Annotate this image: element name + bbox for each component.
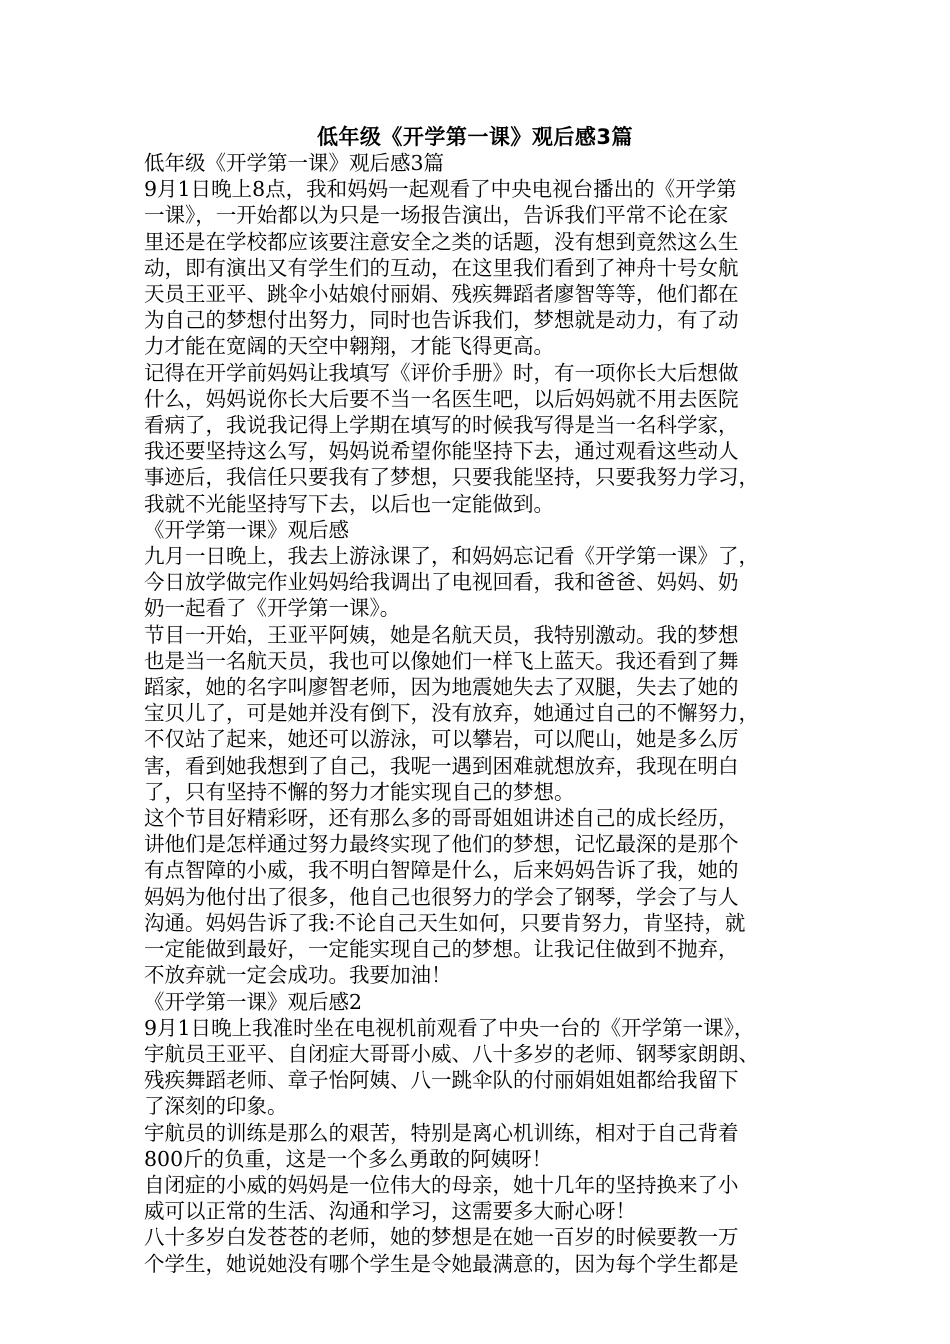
paragraph-5: 这个节目好精彩呀，还有那么多的哥哥姐姐讲述自己的成长经历， 讲他们是怎样通过努力最终实现了他们的梦想，记忆最深的是那个 有点智障的小威，我不明白智障是什么，后来妈妈告诉了我，她的 妈妈为他付出了很多，他自己也很努力的学会了钢琴，学会了与人 沟通。妈妈告诉了我:不论自己天生如何，只要肯努力，肯坚持，就 一定能做到最好，一定能实现自己的梦想。让我记住做到不抛弃， 不放弃就一定会成功。我要加油！ (144, 806, 746, 988)
paragraph-3: 九月一日晚上，我去上游泳课了，和妈妈忘记看《开学第一课》了， 今日放学做完作业妈妈给我调出了电视回看，我和爸爸、妈妈、奶 奶一起看了《开学第一课》。 (144, 544, 759, 621)
paragraph-2: 记得在开学前妈妈让我填写《评价手册》时，有一项你长大后想做 什么，妈妈说你长大后要不当一名医生吧，以后妈妈就不用去医院 看病了，我说我记得上学期在填写的时候我写得是当一名科学家， 我还要坚持这么写，妈妈说希望你能坚持下去，通过观看这些动人 事迹后，我信任只要我有了梦想，只要我能坚持，只要我努力学习， 我就不光能坚持写下去，以后也一定能做到。 (144, 360, 759, 516)
document-title: 低年级《开学第一课》观后感3篇 (316, 125, 634, 149)
paragraph-8: 自闭症的小威的妈妈是一位伟大的母亲，她十几年的坚持换来了小 威可以正常的生活、沟通和学习，这需要多大耐心呀！ (144, 1172, 739, 1224)
subtitle-heading: 低年级《开学第一课》观后感3篇 (144, 151, 445, 175)
section-heading-2: 《开学第一课》观后感2 (144, 989, 363, 1014)
document-body (144, 150, 824, 1277)
paragraph-6: 9月1日晚上我准时坐在电视机前观看了中央一台的《开学第一课》， 宇航员王亚平、自闭症大哥哥小威、八十多岁的老师、钢琴家朗朗、 残疾舞蹈老师、章子怡阿姨、八一跳伞队的付丽娟姐姐都给我留下 了深刻的印象。 (144, 1015, 759, 1119)
paragraph-9: 八十多岁白发苍苍的老师，她的梦想是在她一百岁的时候要教一万 个学生，她说她没有哪个学生是令她最满意的，因为每个学生都是 (144, 1225, 739, 1276)
paragraph-1: 9月1日晚上8点，我和妈妈一起观看了中央电视台播出的《开学第 一课》，一开始都以为只是一场报告演出，告诉我们平常不论在家 里还是在学校都应该要注意安全之类的话题，没有想到竟然这么生 动，即有演出又有学生们的互动，在这里我们看到了神舟十号女航 天员王亚平、跳伞小姑娘付丽娟、残疾舞蹈者廖智等等，他们都在 为自己的梦想付出努力，同时也告诉我们，梦想就是动力，有了动 力才能在宽阔的天空中翱翔，才能飞得更高。 (144, 177, 739, 359)
paragraph-7: 宇航员的训练是那么的艰苦，特别是离心机训练，相对于自己背着 800斤的负重，这是一个多么勇敢的阿姨呀！ (144, 1120, 739, 1171)
paragraph-4: 节目一开始，王亚平阿姨，她是名航天员，我特别激动。我的梦想 也是当一名航天员，我也可以像她们一样飞上蓝天。我还看到了舞 蹈家，她的名字叫廖智老师，因为地震她失去了双腿，失去了她的 宝贝儿了，可是她并没有倒下，没有放弃，她通过自己的不懈努力， 不仅站了起来，她还可以游泳，可以攀岩，可以爬山，她是多么厉 害，看到她我想到了自己，我呢一遇到困难就想放弃，我现在明白 了，只有坚持不懈的努力才能实现自己的梦想。 (144, 622, 759, 804)
section-heading-1: 《开学第一课》观后感 (144, 517, 349, 542)
